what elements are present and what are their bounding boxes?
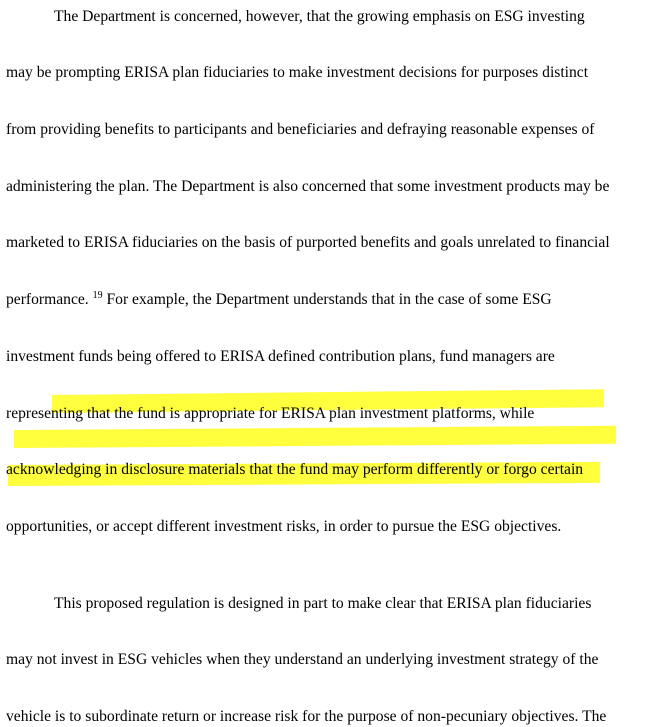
paragraph1-line-3: from providing benefits to participants and beneficiaries and defraying reasonable expenses of <box>6 121 595 138</box>
paragraph2-line-2: may not invest in ESG vehicles when they understand an underlying investment strategy of the <box>6 651 599 668</box>
paragraph1-line-1: The Department is concerned, however, that the growing emphasis on ESG investing <box>54 8 585 25</box>
paragraph1-line-5: marketed to ERISA fiduciaries on the basis of purported benefits and goals unrelated to financial <box>6 234 610 251</box>
footnote-ref[interactable]: 19 <box>92 290 103 301</box>
paragraph1-line-7: investment funds being offered to ERISA defined contribution plans, fund managers are <box>6 348 555 365</box>
paragraph1-line-6-rest: For example, the Department understands that in the case of some ESG <box>102 291 552 308</box>
paragraph1-line-8: representing that the fund is appropriate for ERISA plan investment platforms, while <box>6 405 535 422</box>
paragraph1-line-6-start: performance. <box>6 291 89 308</box>
paragraph1-line-10: opportunities, or accept different investment risks, in order to pursue the ESG objectives. <box>6 518 562 535</box>
paragraph1-line-9: acknowledging in disclosure materials that the fund may perform differently or forgo certain <box>6 461 584 478</box>
paragraph1-line-2: may be prompting ERISA plan fiduciaries to make investment decisions for purposes distinct <box>6 64 589 81</box>
paragraph1-line-4: administering the plan. The Department is also concerned that some investment products may be <box>6 178 610 195</box>
paragraph1-line-6 <box>6 290 650 310</box>
highlight-line-2 <box>14 426 616 448</box>
paragraph2-line-1: This proposed regulation is designed in part to make clear that ERISA plan fiduciaries <box>54 595 592 612</box>
paragraph2-line-3: vehicle is to subordinate return or increase risk for the purpose of non-pecuniary objectives. The <box>6 708 607 725</box>
